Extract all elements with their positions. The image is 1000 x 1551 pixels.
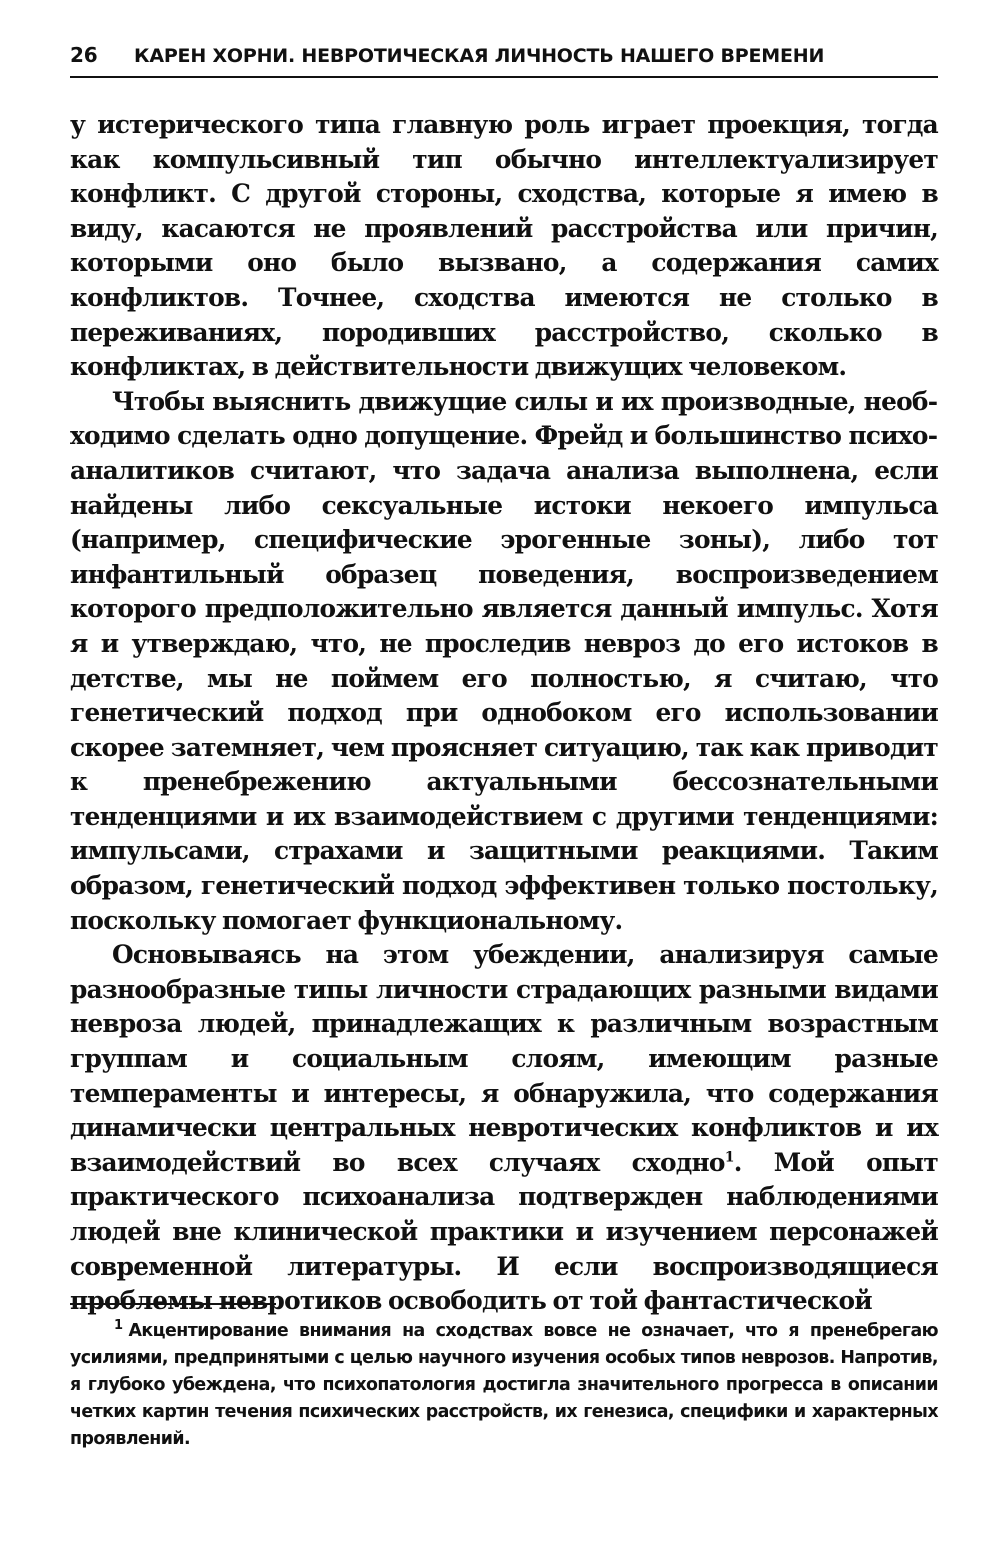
footnote-rule (70, 1303, 276, 1305)
footnote-reference[interactable]: 1 (724, 1149, 734, 1166)
book-page (70, 40, 938, 1319)
footnote-marker: 1 (114, 1318, 123, 1334)
body-text (70, 108, 938, 1319)
paragraph: Основываясь на этом убеждении, анализируя самые разнообразные типы личности страдающих разными видами невроза людей, принадлежащих к различным возрастным группам и социальным слоям, имеющим разные темпераменты и интересы, я обнаружила, что содержания динамически центральных невротических конфликтов и их взаимодействий во всех случаях сходно$^1$. Мой опыт практического психоанализа подтвержден наблюдениями людей вне клинической практики и изучением персонажей современной литературы. И если воспроизводящиеся проблемы невротиков освободить от той фантастической (70, 940, 938, 1316)
footnote (70, 1318, 938, 1453)
header-rule (70, 76, 938, 78)
footnote-text: Акцентирование внимания на сходствах вовсе не означает, что я пренебрегаю усилиями, предпринятыми с целью научного изучения особых типов неврозов. Напротив, я глубоко убеждена, что психопатология достигла значительного прогресса в описании четких картин течения психических расстройств, их генезиса, специфики и характерных проявлений. (70, 1321, 938, 1449)
running-title: КАРЕН ХОРНИ. НЕВРОТИЧЕСКАЯ ЛИЧНОСТЬ НАШЕГО ВРЕМЕНИ (134, 45, 825, 67)
paragraph: Чтобы выяснить движущие силы и их производные, необходимо сделать одно допущение. Фрейд и большинство психоаналитиков считают, что задача анализа выполнена, если найдены либо сексуальные истоки некоего импульса (например, специфические эрогенные зоны), либо тот инфантильный образец поведения, воспроизведением которого предположительно является данный импульс. Хотя я и утверждаю, что, не проследив невроз до его истоков в детстве, мы не поймем его полностью, я считаю, что генетический подход при однобоком его использовании скорее затемняет, чем проясняет ситуацию, так как приводит к пренебрежению актуальными бессознательными тенденциями и их взаимодействием с другими тенденциями: импульсами, страхами и защитными реакциями. Таким образом, генетический подход эффективен только постольку, поскольку помогает функциональному. (70, 386, 938, 935)
paragraph-continued: у истерического типа главную роль играет проекция, тогда как компульсивный тип обычно интеллектуализирует конфликт. С другой стороны, сходства, которые я имею в виду, касаются не проявлений расстройства или причин, которыми оно было вызвано, а содержания самих конфликтов. Точнее, сходства имеются не столько в переживаниях, породивших расстройство, сколько в конфликтах, в действительности движущих человеком. (70, 110, 938, 382)
paragraph-text: Мой опыт практического психоанализа подтвержден наблюдениями людей вне клинической практики и изучением персонажей современной литературы. И если воспроизводящиеся проблемы невротиков освободить от той фантастической (70, 1147, 938, 1316)
page-number: 26 (70, 43, 98, 67)
running-head (70, 40, 938, 70)
paragraph-text: Основываясь на этом убеждении, анализируя самые разнообразные типы личности страдающих разными видами невроза людей, принадлежащих к различным возрастным группам и социальным слоям, имеющим разные темпераменты и интересы, я обнаружила, что содержания динамически центральных невротических конфликтов и их взаимодействий во всех случаях сходно (70, 940, 938, 1177)
